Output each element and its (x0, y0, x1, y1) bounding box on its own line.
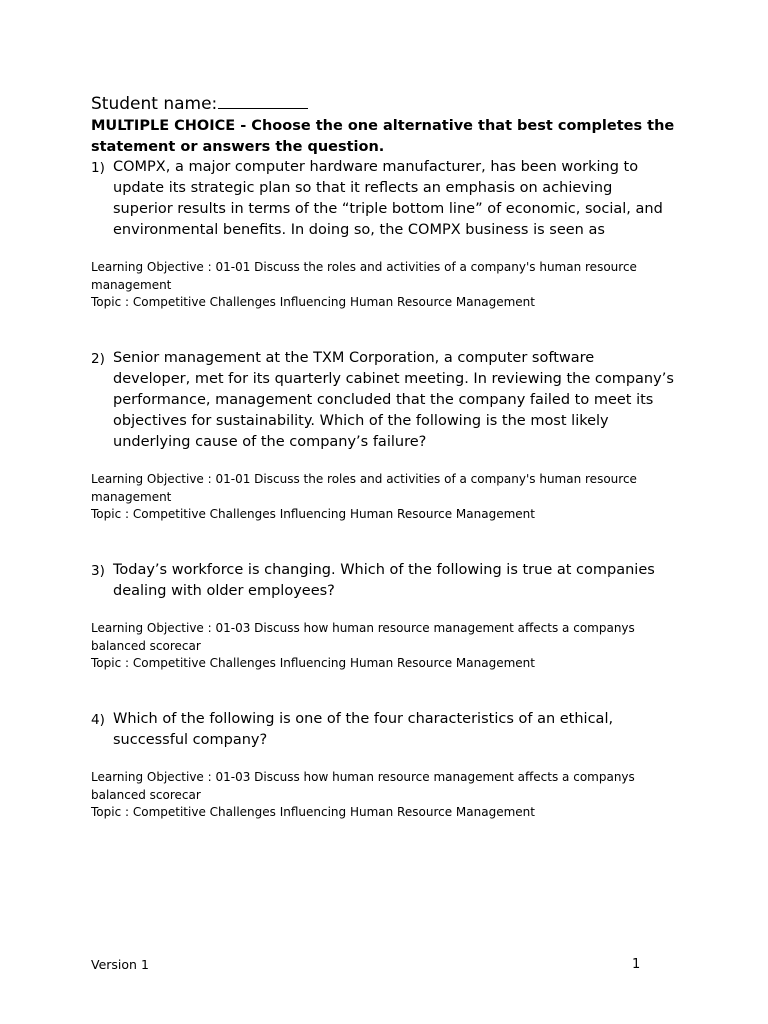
question-text: Which of the following is one of the four characteristics of an ethical, successful company? (113, 711, 614, 748)
question-text: COMPX, a major computer hardware manufacturer, has been working to update its strategic plan so that it reflects an emphasis on achieving superior results in terms of the “triple bottom line” of economic, social, and environmental benefits. In doing so, the COMPX business is seen as (113, 159, 663, 238)
question-4 (91, 709, 691, 822)
question-row (91, 348, 691, 453)
question-meta (91, 471, 681, 524)
topic: Topic : Competitive Challenges Influencing Human Resource Management (91, 295, 535, 309)
learning-objective: Learning Objective : 01-01 Discuss the roles and activities of a company's human resource management (91, 472, 637, 504)
question-meta (91, 620, 681, 673)
learning-objective: Learning Objective : 01-03 Discuss how human resource management affects a companys balanced scorecar (91, 770, 635, 802)
question-row (91, 560, 691, 602)
question-2 (91, 348, 691, 524)
student-name-blank (218, 94, 308, 109)
topic: Topic : Competitive Challenges Influencing Human Resource Management (91, 656, 535, 670)
topic: Topic : Competitive Challenges Influencing Human Resource Management (91, 805, 535, 819)
question-3 (91, 560, 691, 673)
question-text: Senior management at the TXM Corporation, a computer software developer, met for its quarterly cabinet meeting. In reviewing the company’s performance, management concluded that the company failed to meet its objectives for sustainability. Which of the following is the most likely underlying cause of the company’s failure? (113, 350, 674, 450)
instructions: MULTIPLE CHOICE - Choose the one alternative that best completes the statement or answers the question. (91, 118, 675, 155)
question-meta (91, 259, 681, 312)
learning-objective: Learning Objective : 01-03 Discuss how human resource management affects a companys balanced scorecar (91, 621, 635, 653)
question-row (91, 157, 691, 241)
question-meta (91, 769, 681, 822)
footer-page-number: 1 (632, 957, 641, 972)
question-number: 2) (91, 351, 105, 367)
student-name-label: Student name: (91, 94, 218, 114)
question-1 (91, 157, 691, 312)
question-text: Today’s workforce is changing. Which of the following is true at companies dealing with older employees? (113, 562, 655, 599)
question-number: 1) (91, 160, 105, 176)
question-row (91, 709, 691, 751)
question-number: 3) (91, 563, 105, 579)
footer-version: Version 1 (91, 957, 149, 972)
student-name-line (91, 93, 308, 115)
question-number: 4) (91, 712, 105, 728)
topic: Topic : Competitive Challenges Influencing Human Resource Management (91, 507, 535, 521)
learning-objective: Learning Objective : 01-01 Discuss the roles and activities of a company's human resource management (91, 260, 637, 292)
